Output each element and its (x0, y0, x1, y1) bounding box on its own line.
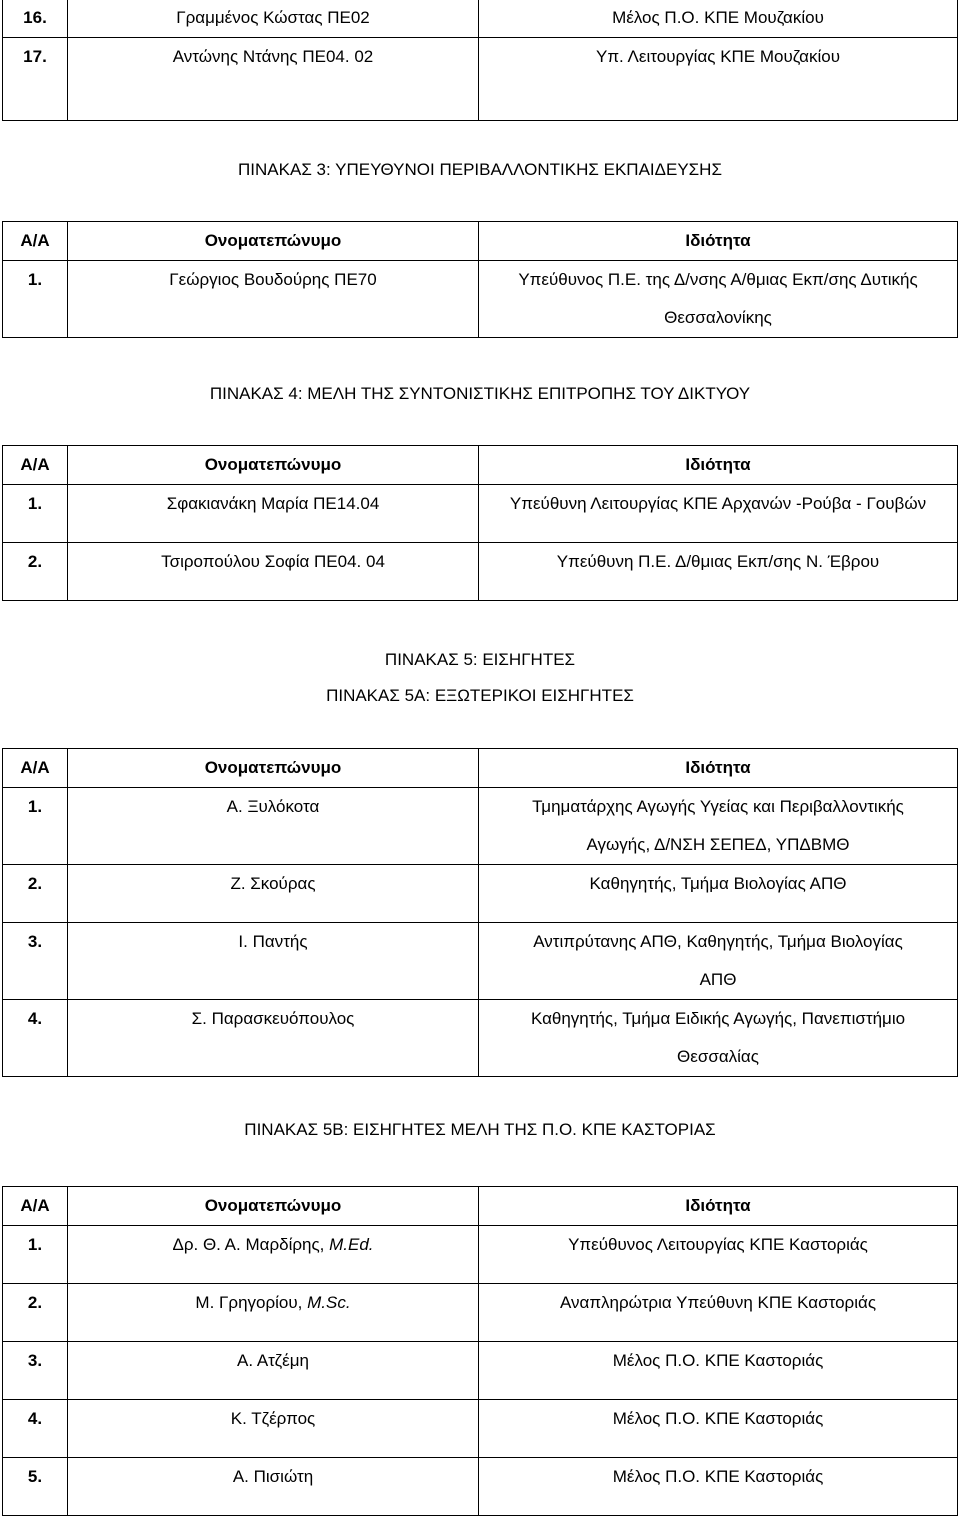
table-row (3, 1458, 958, 1516)
table-row (3, 485, 958, 543)
row-role-line: Θεσσαλίας (677, 1047, 759, 1066)
row-name (68, 1284, 479, 1342)
row-name-degree: M.Sc. (307, 1293, 351, 1312)
table-row (3, 865, 958, 923)
row-role (479, 788, 958, 865)
header-aa: Α/Α (3, 222, 68, 261)
row-number: 2. (3, 1284, 68, 1342)
row-role: Μέλος Π.Ο. ΚΠΕ Μουζακίου (479, 0, 958, 38)
header-aa: Α/Α (3, 749, 68, 788)
header-aa: Α/Α (3, 1187, 68, 1226)
row-role: Καθηγητής, Τμήμα Βιολογίας ΑΠΘ (479, 865, 958, 923)
header-role: Ιδιότητα (479, 446, 958, 485)
row-name: Γραμμένος Κώστας ΠΕ02 (68, 0, 479, 38)
table-row (3, 38, 958, 121)
row-name: Αντώνης Ντάνης ΠΕ04. 02 (68, 38, 479, 121)
table4-title: ΠΙΝΑΚΑΣ 4: ΜΕΛΗ ΤΗΣ ΣΥΝΤΟΝΙΣΤΙΚΗΣ ΕΠΙΤΡΟΠΗΣ ΤΟΥ ΔΙΚΤΥΟΥ (209, 384, 751, 403)
row-number: 1. (3, 1226, 68, 1284)
table-row (3, 1400, 958, 1458)
row-number: 4. (3, 1400, 68, 1458)
table-row (3, 1284, 958, 1342)
row-role (479, 261, 958, 338)
header-name: Ονοματεπώνυμο (68, 222, 479, 261)
table3-title: ΠΙΝΑΚΑΣ 3: ΥΠΕΥΘΥΝΟΙ ΠΕΡΙΒΑΛΛΟΝΤΙΚΗΣ ΕΚΠΑΙΔΕΥΣΗΣ (238, 160, 722, 179)
table-row (3, 1342, 958, 1400)
row-role-line: Θεσσαλονίκης (664, 308, 772, 327)
table5a-subtitle: ΠΙΝΑΚΑΣ 5Α: ΕΞΩΤΕΡΙΚΟΙ ΕΙΣΗΓΗΤΕΣ (326, 686, 634, 705)
row-number: 3. (3, 923, 68, 1000)
table5b-title: ΠΙΝΑΚΑΣ 5Β: ΕΙΣΗΓΗΤΕΣ ΜΕΛΗ ΤΗΣ Π.Ο. ΚΠΕ ΚΑΣΤΟΡΙΑΣ (244, 1120, 716, 1139)
row-role-line: Τμηματάρχης Αγωγής Υγείας και Περιβαλλοντικής (532, 797, 904, 816)
row-role-line: Αντιπρύτανης ΑΠΘ, Καθηγητής, Τμήμα Βιολογίας (533, 932, 903, 951)
row-role: Αναπληρώτρια Υπεύθυνη ΚΠΕ Καστοριάς (479, 1284, 958, 1342)
table5a (2, 748, 958, 1077)
row-role: Μέλος Π.Ο. ΚΠΕ Καστοριάς (479, 1458, 958, 1516)
row-name: Σφακιανάκη Μαρία ΠΕ14.04 (68, 485, 479, 543)
members-table-continued (2, 0, 958, 121)
row-number: 1. (3, 788, 68, 865)
row-name: Σ. Παρασκευόπουλος (68, 1000, 479, 1077)
header-role: Ιδιότητα (479, 749, 958, 788)
header-aa: Α/Α (3, 446, 68, 485)
row-name: Ζ. Σκούρας (68, 865, 479, 923)
row-name-text: Δρ. Θ. Α. Μαρδίρης, (172, 1235, 330, 1254)
row-role: Υπεύθυνος Λειτουργίας ΚΠΕ Καστοριάς (479, 1226, 958, 1284)
table5-title: ΠΙΝΑΚΑΣ 5: ΕΙΣΗΓΗΤΕΣ (384, 650, 576, 669)
row-number: 1. (3, 485, 68, 543)
row-name: Ι. Παντής (68, 923, 479, 1000)
row-number: 2. (3, 543, 68, 601)
row-number: 17. (3, 38, 68, 121)
row-role-line: Υπεύθυνος Π.Ε. της Δ/νσης Α/θμιας Εκπ/σης Δυτικής (518, 270, 918, 289)
table-header-row (3, 749, 958, 788)
row-number: 2. (3, 865, 68, 923)
row-number: 1. (3, 261, 68, 338)
row-number: 16. (3, 0, 68, 38)
header-name: Ονοματεπώνυμο (68, 446, 479, 485)
row-role: Μέλος Π.Ο. ΚΠΕ Καστοριάς (479, 1400, 958, 1458)
row-role: Υπ. Λειτουργίας ΚΠΕ Μουζακίου (479, 38, 958, 121)
table-row (3, 261, 958, 338)
table-header-row (3, 446, 958, 485)
table-row (3, 788, 958, 865)
table5b (2, 1186, 958, 1516)
row-name: Α. Ξυλόκοτα (68, 788, 479, 865)
header-role: Ιδιότητα (479, 222, 958, 261)
row-role-line: Καθηγητής, Τμήμα Ειδικής Αγωγής, Πανεπιστήμιο (530, 1009, 906, 1028)
row-name-degree: M.Ed. (329, 1235, 374, 1254)
row-name: Γεώργιος Βουδούρης ΠΕ70 (68, 261, 479, 338)
row-name: Κ. Τζέρπος (68, 1400, 479, 1458)
table-row (3, 1000, 958, 1077)
row-number: 3. (3, 1342, 68, 1400)
row-role (479, 1000, 958, 1077)
row-role-line: Αγωγής, Δ/ΝΣΗ ΣΕΠΕΔ, ΥΠΔΒΜΘ (586, 835, 850, 854)
table-row (3, 1226, 958, 1284)
table-row (3, 543, 958, 601)
table-header-row (3, 1187, 958, 1226)
row-number: 5. (3, 1458, 68, 1516)
header-name: Ονοματεπώνυμο (68, 1187, 479, 1226)
row-role (479, 923, 958, 1000)
row-name (68, 1226, 479, 1284)
row-name-text: Μ. Γρηγορίου, (195, 1293, 308, 1312)
table-row (3, 923, 958, 1000)
header-role: Ιδιότητα (479, 1187, 958, 1226)
header-name: Ονοματεπώνυμο (68, 749, 479, 788)
row-number: 4. (3, 1000, 68, 1077)
row-name: Α. Πισιώτη (68, 1458, 479, 1516)
table-row (3, 0, 958, 38)
row-name: Α. Ατζέμη (68, 1342, 479, 1400)
table-header-row (3, 222, 958, 261)
row-role-line: ΑΠΘ (699, 970, 737, 989)
row-role: Μέλος Π.Ο. ΚΠΕ Καστοριάς (479, 1342, 958, 1400)
table4 (2, 445, 958, 601)
row-role: Υπεύθυνη Λειτουργίας ΚΠΕ Αρχανών -Ρούβα - Γουβών (479, 485, 958, 543)
table3 (2, 221, 958, 338)
row-name: Τσιροπούλου Σοφία ΠΕ04. 04 (68, 543, 479, 601)
row-role: Υπεύθυνη Π.Ε. Δ/θμιας Εκπ/σης Ν. Έβρου (479, 543, 958, 601)
